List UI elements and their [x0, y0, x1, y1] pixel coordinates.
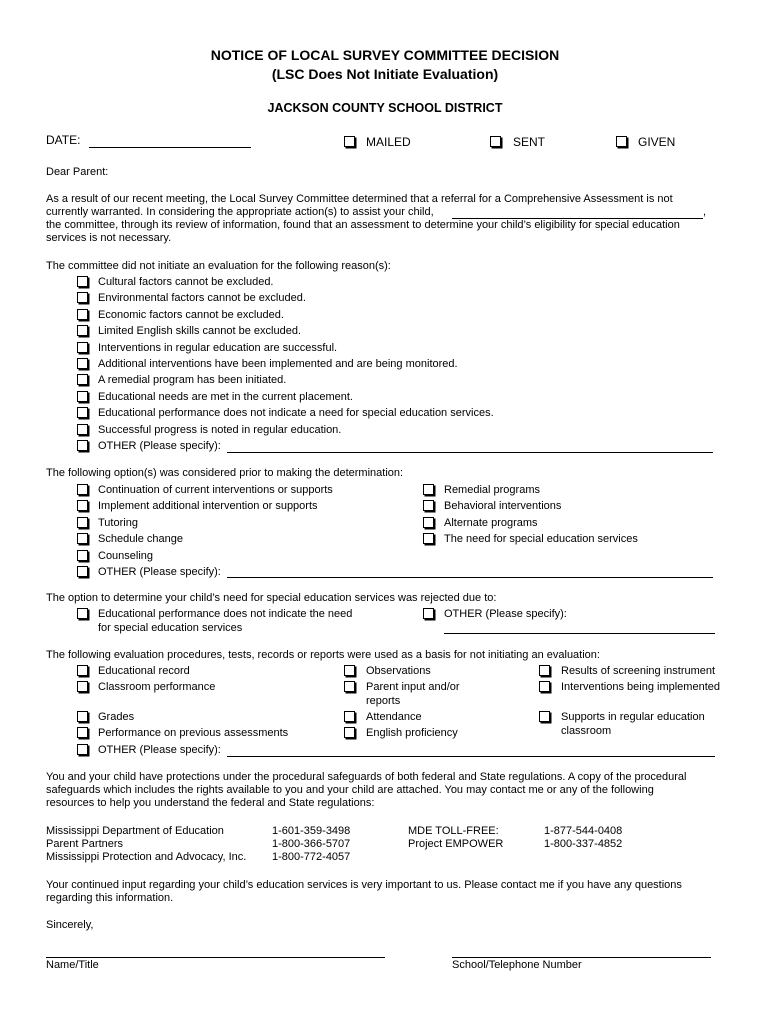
sincerely: Sincerely, — [46, 919, 94, 931]
safeguards-line: safeguards which includes the rights available to you and your child are attached. You may contact me or any of the following — [46, 784, 654, 796]
name-title-label: Name/Title — [46, 959, 99, 971]
intro-line: the committee, through its review of information, found that an assessment to determine your child’s eligibility for special education — [46, 219, 680, 231]
procedures-other-field[interactable] — [227, 756, 715, 757]
grades-label: Grades — [98, 711, 135, 723]
option-item-checkbox[interactable] — [77, 533, 88, 544]
classroom-performance-checkbox[interactable] — [77, 681, 88, 692]
contact-org: Mississippi Protection and Advocacy, Inc. — [46, 851, 247, 863]
date-label: DATE: — [46, 133, 81, 147]
english-proficiency-label: English proficiency — [366, 727, 458, 739]
option-item-label: Remedial programs — [444, 484, 540, 496]
option-item-label: Tutoring — [98, 516, 138, 529]
attendance-label: Attendance — [366, 711, 422, 723]
procedures-other-checkbox[interactable] — [77, 744, 88, 755]
option-item-checkbox[interactable] — [423, 533, 434, 544]
interventions-implemented-checkbox[interactable] — [539, 681, 550, 692]
reason-item-checkbox[interactable] — [77, 292, 88, 303]
previous-assessments-checkbox[interactable] — [77, 727, 88, 738]
option-item-label: Implement additional intervention or supports — [98, 500, 318, 513]
reason-item-checkbox[interactable] — [77, 374, 88, 385]
parent-input-checkbox[interactable] — [344, 681, 355, 692]
grades-checkbox[interactable] — [77, 711, 88, 722]
given-label: GIVEN — [638, 135, 676, 149]
parent-input-label-cont: reports — [366, 695, 401, 707]
educational-record-checkbox[interactable] — [77, 665, 88, 676]
contact-phone: 1-800-772-4057 — [272, 851, 351, 863]
interventions-implemented-label: Interventions being implemented — [561, 681, 720, 693]
school-phone-label: School/Telephone Number — [452, 959, 582, 971]
safeguards-line: resources to help you understand the federal and State regulations: — [46, 797, 375, 809]
option-item-label: Schedule change — [98, 533, 184, 546]
school-phone-field[interactable] — [452, 957, 711, 958]
reason-item-label: Additional interventions have been implemented and are being monitored. — [98, 358, 458, 370]
sent-label: SENT — [513, 135, 546, 149]
reason-item-label: Economic factors cannot be excluded. — [98, 308, 284, 321]
reason-item-label: A remedial program has been initiated. — [98, 374, 287, 387]
regular-education-supports-label-cont: classroom — [561, 725, 612, 737]
option-item-checkbox[interactable] — [77, 566, 88, 577]
reason-item-checkbox[interactable] — [77, 325, 88, 336]
rejected-heading: The option to determine your child’s need for special education services was rejected due to: — [46, 592, 497, 604]
rejected-other-label: OTHER (Please specify): — [444, 608, 567, 620]
district-name: JACKSON COUNTY SCHOOL DISTRICT — [267, 101, 503, 115]
procedures-heading: The following evaluation procedures, tests, records or reports were used as a basis for not initiating an evaluation: — [46, 649, 600, 661]
mailed-label: MAILED — [366, 135, 411, 149]
screening-results-checkbox[interactable] — [539, 665, 550, 676]
contact-org: Project EMPOWER — [408, 838, 504, 850]
contact-org: Parent Partners — [46, 838, 124, 850]
observations-label: Observations — [366, 665, 431, 677]
rejected-educational-label-cont: for special education services — [98, 622, 243, 634]
screening-results-label: Results of screening instrument — [561, 665, 716, 677]
reason-item-checkbox[interactable] — [77, 391, 88, 402]
sent-checkbox[interactable] — [490, 136, 501, 147]
options-heading: The following option(s) was considered prior to making the determination: — [46, 467, 404, 479]
classroom-performance-label: Classroom performance — [98, 681, 216, 693]
reason-item-checkbox[interactable] — [77, 342, 88, 353]
reason-item-label: OTHER (Please specify): — [98, 440, 221, 452]
contact-org: Mississippi Department of Education — [46, 825, 224, 837]
greeting: Dear Parent: — [46, 166, 109, 178]
option-item-label: Counseling — [98, 549, 154, 562]
rejected-educational-label: Educational performance does not indicate the need — [98, 608, 353, 620]
option-item-label: Behavioral interventions — [444, 500, 562, 513]
option-item-label: OTHER (Please specify): — [98, 566, 221, 578]
reason-item-checkbox[interactable] — [77, 424, 88, 435]
reason-item-checkbox[interactable] — [77, 276, 88, 287]
option-item-checkbox[interactable] — [423, 484, 434, 495]
reason-item-label: Environmental factors cannot be excluded. — [98, 292, 306, 305]
form-title: NOTICE OF LOCAL SURVEY COMMITTEE DECISION — [210, 47, 560, 63]
name-title-field[interactable] — [46, 957, 385, 958]
reason-item-checkbox[interactable] — [77, 309, 88, 320]
option-item-checkbox[interactable] — [423, 517, 434, 528]
option-item-label: Continuation of current interventions or supports — [98, 484, 333, 496]
option-item-checkbox[interactable] — [77, 484, 88, 495]
option-item-label: The need for special education services — [444, 533, 638, 546]
option-item-label: Alternate programs — [444, 516, 538, 529]
intro-line: services is not necessary. — [46, 232, 172, 244]
option-item-checkbox[interactable] — [77, 517, 88, 528]
option-item-checkbox[interactable] — [77, 550, 88, 561]
closing-line: regarding this information. — [46, 892, 174, 904]
attendance-checkbox[interactable] — [344, 711, 355, 722]
english-proficiency-checkbox[interactable] — [344, 727, 355, 738]
contact-org: MDE TOLL-FREE: — [408, 825, 499, 837]
contact-phone: 1-877-544-0408 — [544, 825, 623, 837]
option-item-checkbox[interactable] — [423, 500, 434, 511]
options-other-field[interactable] — [227, 577, 713, 578]
reason-item-checkbox[interactable] — [77, 358, 88, 369]
form-subtitle: (LSC Does Not Initiate Evaluation) — [271, 66, 499, 82]
regular-education-supports-checkbox[interactable] — [539, 711, 550, 722]
closing-line: Your continued input regarding your child’s education services is very important to us. Please contact me if you have any questions — [46, 879, 682, 891]
reason-item-label: Successful progress is noted in regular education. — [98, 423, 342, 436]
safeguards-line: You and your child have protections under the procedural safeguards of both federal and State regulations. A copy of the procedural — [46, 771, 687, 783]
option-item-checkbox[interactable] — [77, 500, 88, 511]
intro-comma: , — [703, 206, 707, 218]
parent-input-label: Parent input and/or — [366, 681, 460, 693]
reason-item-label: Interventions in regular education are successful. — [98, 341, 338, 354]
rejected-educational-checkbox[interactable] — [77, 608, 88, 619]
intro-line: currently warranted. In considering the appropriate action(s) to assist your child, — [46, 206, 434, 218]
reasons-other-field[interactable] — [227, 452, 713, 453]
reason-item-checkbox[interactable] — [77, 407, 88, 418]
mailed-checkbox[interactable] — [344, 136, 355, 147]
regular-education-supports-label: Supports in regular education — [561, 711, 705, 723]
reason-item-label: Educational performance does not indicate a need for special education services. — [98, 407, 494, 420]
observations-checkbox[interactable] — [344, 665, 355, 676]
reasons-heading: The committee did not initiate an evaluation for the following reason(s): — [46, 260, 391, 272]
procedures-other-label: OTHER (Please specify): — [98, 744, 221, 756]
contact-phone: 1-800-337-4852 — [544, 838, 623, 850]
educational-record-label: Educational record — [98, 665, 190, 677]
date-field[interactable] — [89, 147, 251, 148]
given-checkbox[interactable] — [616, 136, 627, 147]
rejected-other-checkbox[interactable] — [423, 608, 434, 619]
reason-item-label: Cultural factors cannot be excluded. — [98, 276, 274, 288]
contact-phone: 1-800-366-5707 — [272, 838, 351, 850]
reason-item-label: Educational needs are met in the current placement. — [98, 390, 353, 403]
intro-line: As a result of our recent meeting, the Local Survey Committee determined that a referral for a Comprehensive Assessment is not — [46, 193, 673, 205]
contact-phone: 1-601-359-3498 — [272, 825, 351, 837]
previous-assessments-label: Performance on previous assessments — [98, 727, 289, 739]
reason-item-label: Limited English skills cannot be excluded. — [98, 325, 302, 338]
rejected-other-field[interactable] — [444, 633, 715, 634]
reason-item-checkbox[interactable] — [77, 440, 88, 451]
